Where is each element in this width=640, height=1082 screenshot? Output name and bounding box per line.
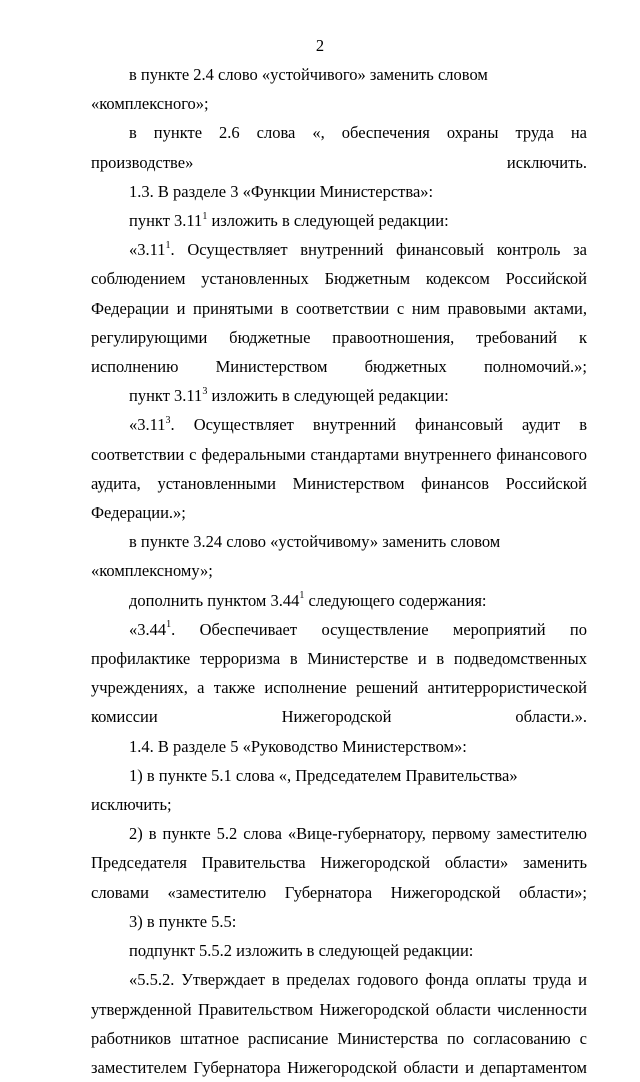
superscript-index: 1 [166,619,172,631]
superscript-index: 1 [165,239,171,251]
paragraph: подпункт 5.5.2 изложить в следующей редакции: [129,941,474,961]
paragraph [91,410,587,527]
paragraph: в пункте 2.4 слово «устойчивого» заменить словом «комплексного»; [91,65,488,114]
paragraph [91,381,587,410]
superscript-index: 3 [202,385,208,397]
superscript-index: 1 [202,210,208,222]
paragraph-text: изложить в следующей редакции: [207,211,449,231]
paragraph [91,235,587,381]
paragraph: «5.5.2. Утверждает в пределах годового фонда оплаты труда и утвержденной Правительством Нижегородской области численности работников штатное расписание Министерства по согласованию с заместителем Губернатора Нижегородской области и департаментом [91,970,587,1077]
paragraph-text: пункт 3.11 [129,386,203,406]
paragraph [91,586,587,615]
page-number: 2 [315,36,325,55]
paragraph [91,206,587,235]
paragraph-text: «3.11 [129,240,166,260]
paragraph-text: . Осуществляет внутренний финансовый аудит в соответствии с федеральными стандартами внутреннего финансового аудита, установленными Министерством финансов Российской Федерации.»; [91,415,587,523]
superscript-index: 1 [299,590,305,602]
paragraph-text: . Обеспечивает осуществление мероприятий по профилактике терроризма в Министерстве и в подведомственных учреждениях, а также исполнение решений антитеррористической комиссии Нижегородской области.». [91,619,587,727]
paragraph: 1) в пункте 5.1 слова «, Председателем Правительства» исключить; [91,765,518,815]
paragraph-text: дополнить пунктом 3.44 [129,590,300,610]
paragraph: 1.4. В разделе 5 «Руководство Министерством»: [129,736,467,756]
superscript-index: 3 [165,414,171,426]
paragraph-text: «3.44 [129,619,167,639]
paragraph-text: следующего содержания: [304,590,487,610]
paragraph-text: . Осуществляет внутренний финансовый контроль за соблюдением установленных Бюджетным кодексом Российской Федерации и принятыми в соответствии с ним правовыми актами, регулирующими бюджетные правоотношения, требований к исполнению Министерством бюджетных полномочий.»; [91,240,587,377]
paragraph [91,615,587,732]
paragraph: в пункте 3.24 слово «устойчивому» заменить словом «комплексному»; [91,532,501,581]
paragraph-text: «3.11 [129,415,166,435]
paragraph: 3) в пункте 5.5: [129,911,237,931]
paragraph: 1.3. В разделе 3 «Функции Министерства»: [129,181,434,201]
paragraph-text: изложить в следующей редакции: [207,386,449,406]
paragraph: в пункте 2.6 слова «, обеспечения охраны труда на производстве» исключить. [91,123,587,172]
paragraph-text: пункт 3.11 [129,211,203,231]
document-body [91,60,587,1082]
paragraph: 2) в пункте 5.2 слова «Вице-губернатору, первому заместителю Председателя Правительства Нижегородской области» заменить словами «заместителю Губернатора Нижегородской области»; [91,824,587,902]
